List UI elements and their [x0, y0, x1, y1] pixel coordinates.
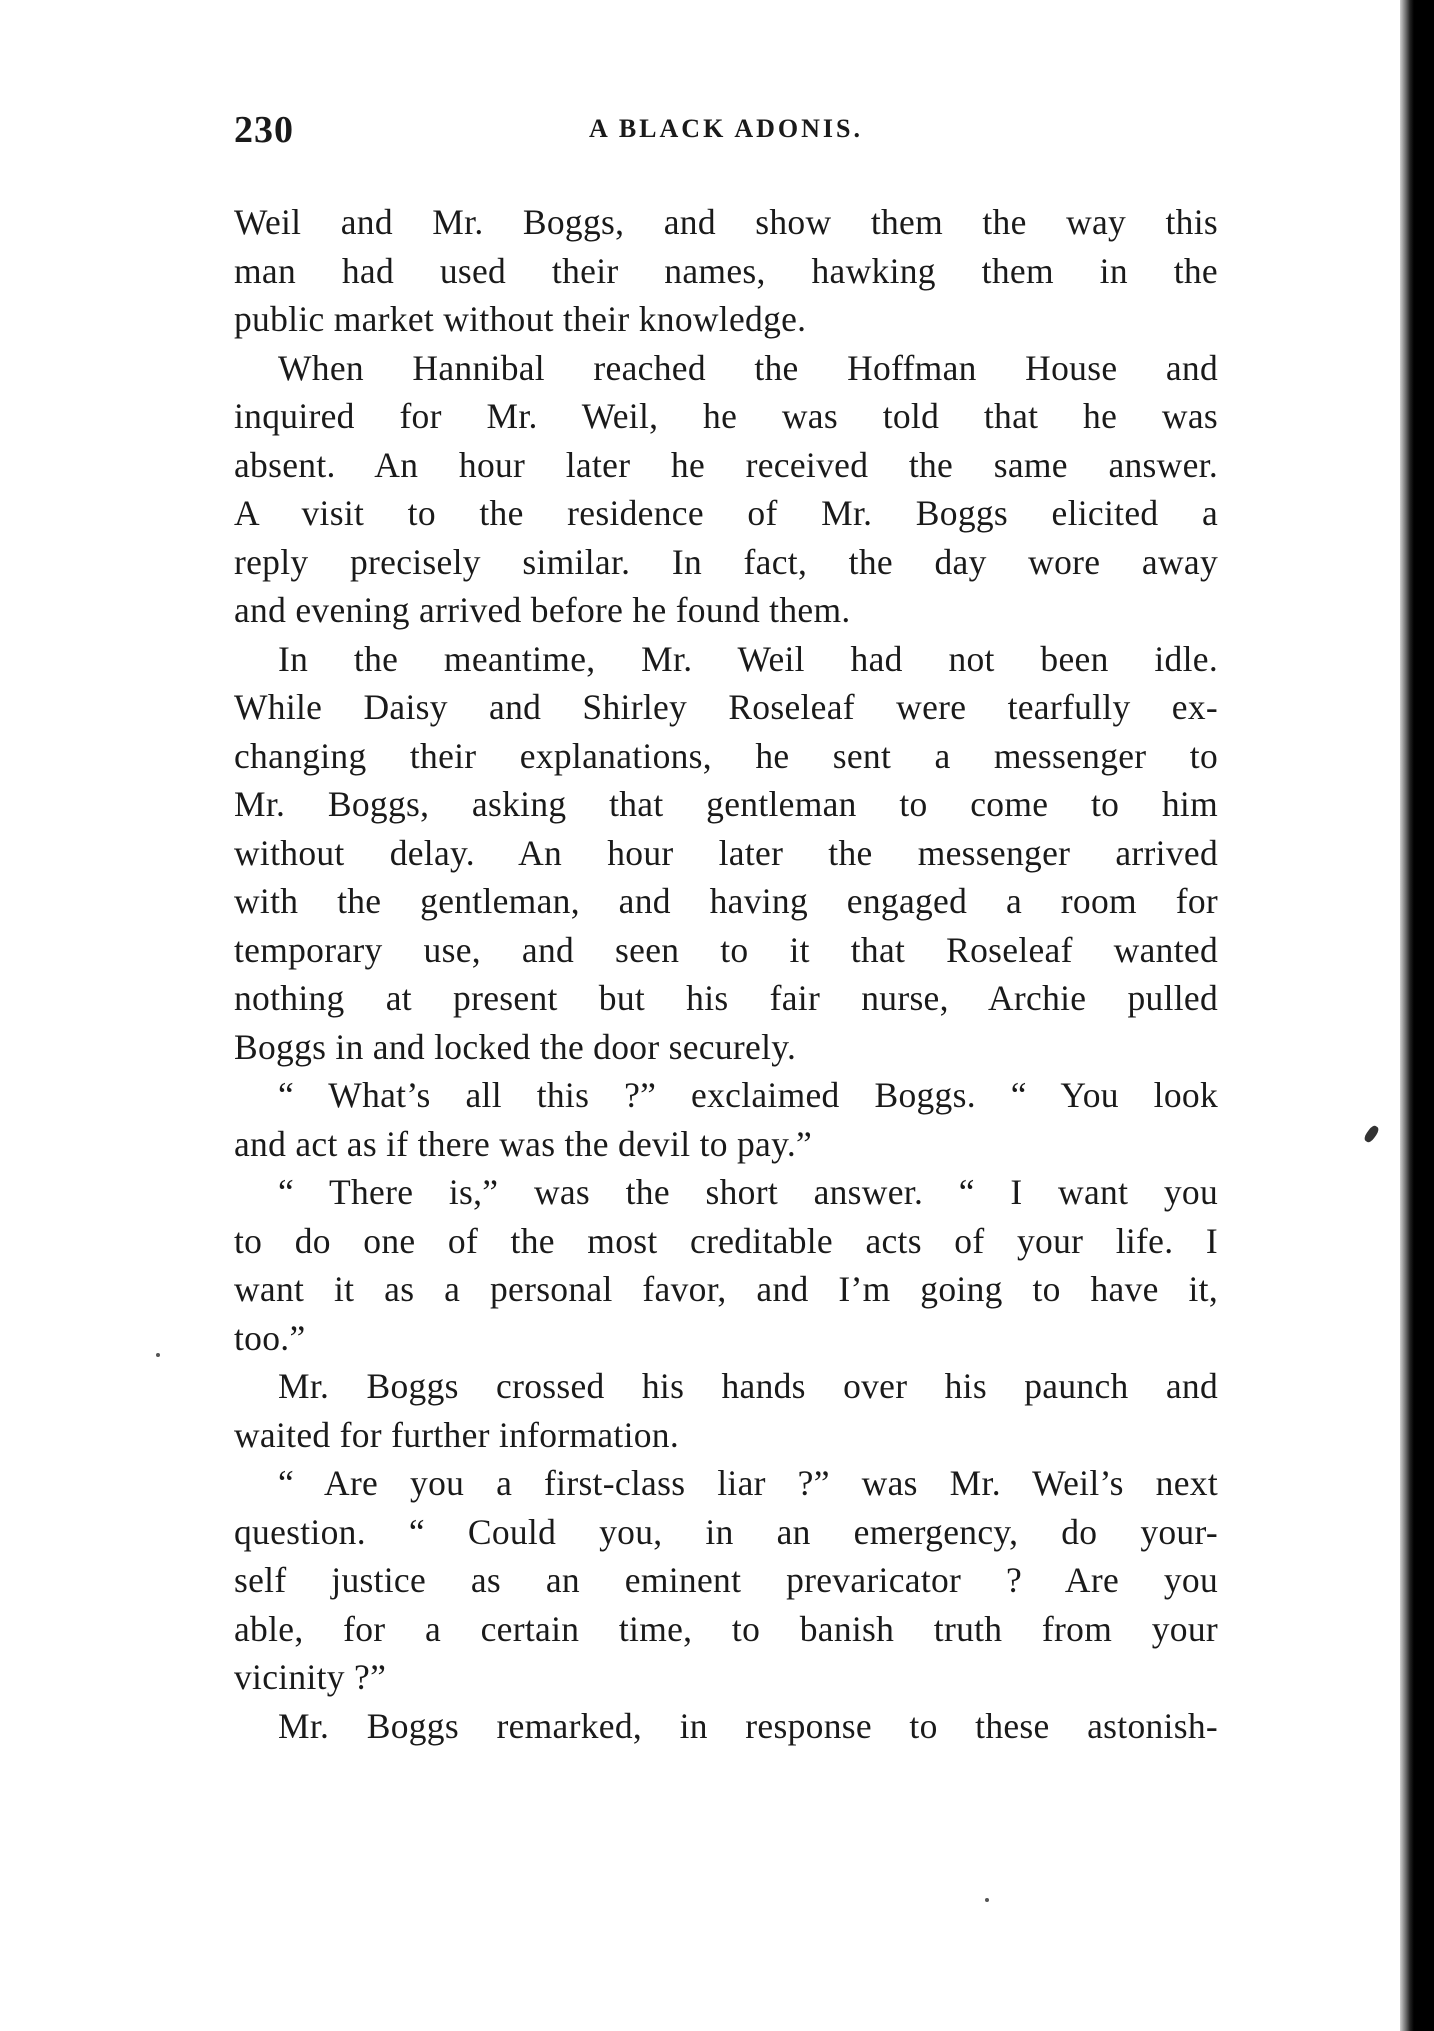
text-line: waited for further information.: [234, 1414, 680, 1455]
text-line: too.”: [234, 1317, 306, 1358]
text-line: “ There is,” was the short answer. “ I want you: [278, 1172, 1218, 1212]
text-line: public market without their knowledge.: [234, 299, 807, 339]
text-line: Mr. Boggs crossed his hands over his paunch and: [278, 1366, 1218, 1406]
text-line: In the meantime, Mr. Weil had not been idle.: [278, 638, 1218, 679]
ink-speck: [1363, 1124, 1381, 1144]
page-header: [234, 108, 1218, 158]
text-line: absent. An hour later he received the same answer.: [234, 444, 1218, 485]
page-number: 230: [234, 109, 294, 151]
page-binding-edge: [1400, 0, 1434, 2031]
text-line: able, for a certain time, to banish truth from your: [234, 1608, 1218, 1649]
text-line: temporary use, and seen to it that Roseleaf wanted: [234, 929, 1218, 970]
text-line: and act as if there was the devil to pay.”: [234, 1123, 813, 1164]
text-line: A visit to the residence of Mr. Boggs elicited a: [234, 493, 1218, 533]
text-line: with the gentleman, and having engaged a room for: [234, 881, 1218, 921]
ink-dot: [156, 1353, 160, 1357]
text-line: Mr. Boggs remarked, in response to these astonish-: [278, 1705, 1218, 1746]
text-line: and evening arrived before he found them.: [234, 590, 851, 630]
text-line: When Hannibal reached the Hoffman House and: [278, 347, 1218, 388]
text-line: “ Are you a first-class liar ?” was Mr. Weil’s next: [278, 1463, 1218, 1503]
text-line: While Daisy and Shirley Roseleaf were tearfully ex-: [234, 687, 1218, 727]
text-line: Mr. Boggs, asking that gentleman to come to him: [234, 784, 1218, 824]
text-line: Weil and Mr. Boggs, and show them the way this: [234, 202, 1218, 242]
text-line: inquired for Mr. Weil, he was told that he was: [234, 396, 1218, 436]
text-line: reply precisely similar. In fact, the day wore away: [234, 541, 1218, 582]
text-line: “ What’s all this ?” exclaimed Boggs. “ You look: [278, 1075, 1218, 1115]
text-line: man had used their names, hawking them in the: [234, 250, 1218, 291]
text-line: question. “ Could you, in an emergency, do your-: [234, 1511, 1218, 1552]
text-line: changing their explanations, he sent a messenger to: [234, 735, 1218, 776]
text-line: vicinity ?”: [234, 1657, 387, 1697]
ink-dot: [985, 1898, 989, 1902]
text-line: without delay. An hour later the messenger arrived: [234, 832, 1218, 873]
text-line: want it as a personal favor, and I’m going to have it,: [234, 1269, 1218, 1309]
text-line: self justice as an eminent prevaricator ? Are you: [234, 1560, 1218, 1600]
text-line: to do one of the most creditable acts of your life. I: [234, 1220, 1218, 1261]
body-text: [234, 198, 1218, 1750]
text-line: nothing at present but his fair nurse, Archie pulled: [234, 978, 1218, 1018]
text-line: Boggs in and locked the door securely.: [234, 1026, 797, 1067]
running-head: A BLACK ADONIS.: [589, 114, 863, 143]
